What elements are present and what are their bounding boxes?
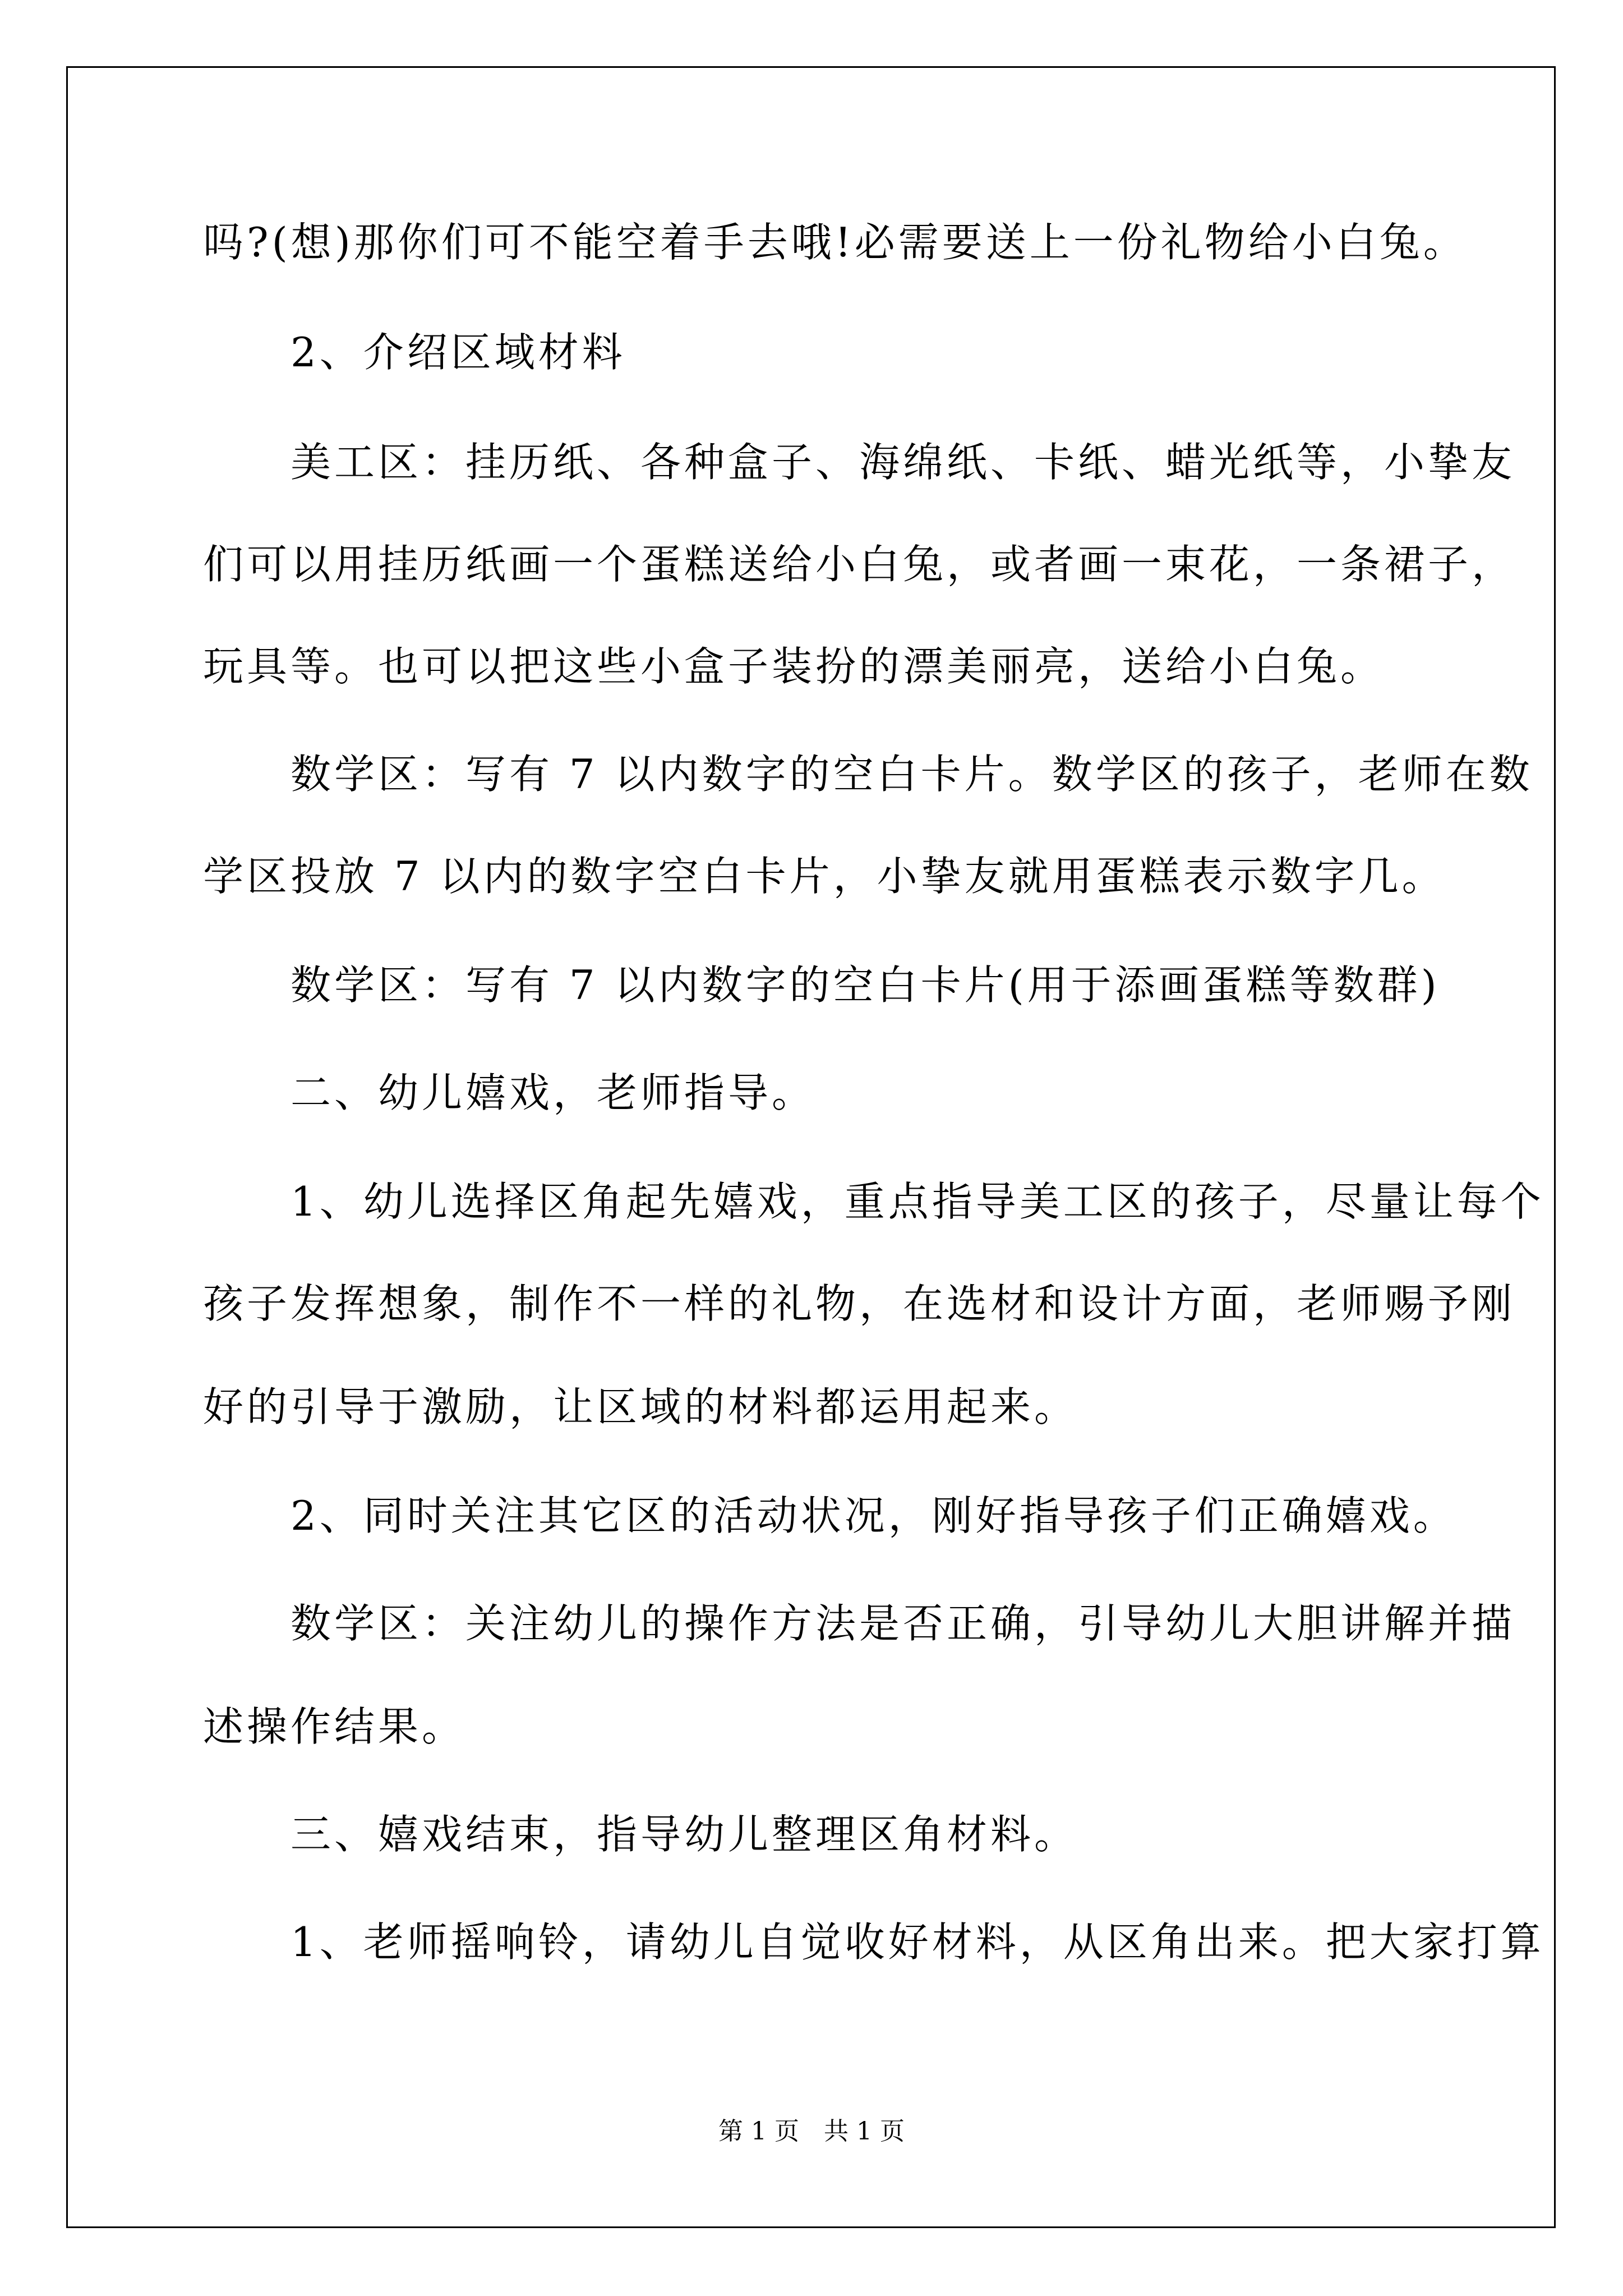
- body-line: 1、幼儿选择区角起先嬉戏，重点指导美工区的孩子，尽量让每个: [203, 1178, 1544, 1225]
- body-line: 2、同时关注其它区的活动状况，刚好指导孩子们正确嬉戏。: [203, 1492, 1457, 1539]
- body-line: 数学区：写有 7 以内数字的空白卡片(用于添画蛋糕等数群): [203, 961, 1440, 1009]
- body-line: 玩具等。也可以把这些小盒子装扮的漂美丽亮，送给小白兔。: [203, 643, 1385, 690]
- body-line: 述操作结果。: [203, 1703, 466, 1750]
- body-line: 1、老师摇响铃，请幼儿自觉收好材料，从区角出来。把大家打算: [203, 1918, 1544, 1966]
- body-line: 吗?(想)那你们可不能空着手去哦!必需要送上一份礼物给小白兔。: [203, 219, 1467, 266]
- body-line: 数学区：写有 7 以内数字的空白卡片。数学区的孩子，老师在数: [203, 751, 1533, 798]
- body-line: 三、嬉戏结束，指导幼儿整理区角材料。: [203, 1811, 1078, 1858]
- page-border: [66, 66, 1556, 2228]
- body-line: 美工区：挂历纸、各种盒子、海绵纸、卡纸、蜡光纸等，小挚友: [203, 439, 1516, 486]
- body-line: 学区投放 7 以内的数字空白卡片，小挚友就用蛋糕表示数字几。: [203, 853, 1446, 900]
- body-line: 数学区：关注幼儿的操作方法是否正确，引导幼儿大胆讲解并描: [203, 1600, 1516, 1647]
- page-number-footer: 第 1 页 共 1 页: [718, 2117, 905, 2146]
- body-line: 二、幼儿嬉戏，老师指导。: [203, 1069, 816, 1116]
- body-line: 2、介绍区域材料: [203, 329, 626, 376]
- body-line: 们可以用挂历纸画一个蛋糕送给小白兔，或者画一束花，一条裙子，: [203, 541, 1516, 588]
- body-line: 好的引导于激励，让区域的材料都运用起来。: [203, 1383, 1078, 1430]
- body-line: 孩子发挥想象，制作不一样的礼物，在选材和设计方面，老师赐予刚: [203, 1280, 1516, 1327]
